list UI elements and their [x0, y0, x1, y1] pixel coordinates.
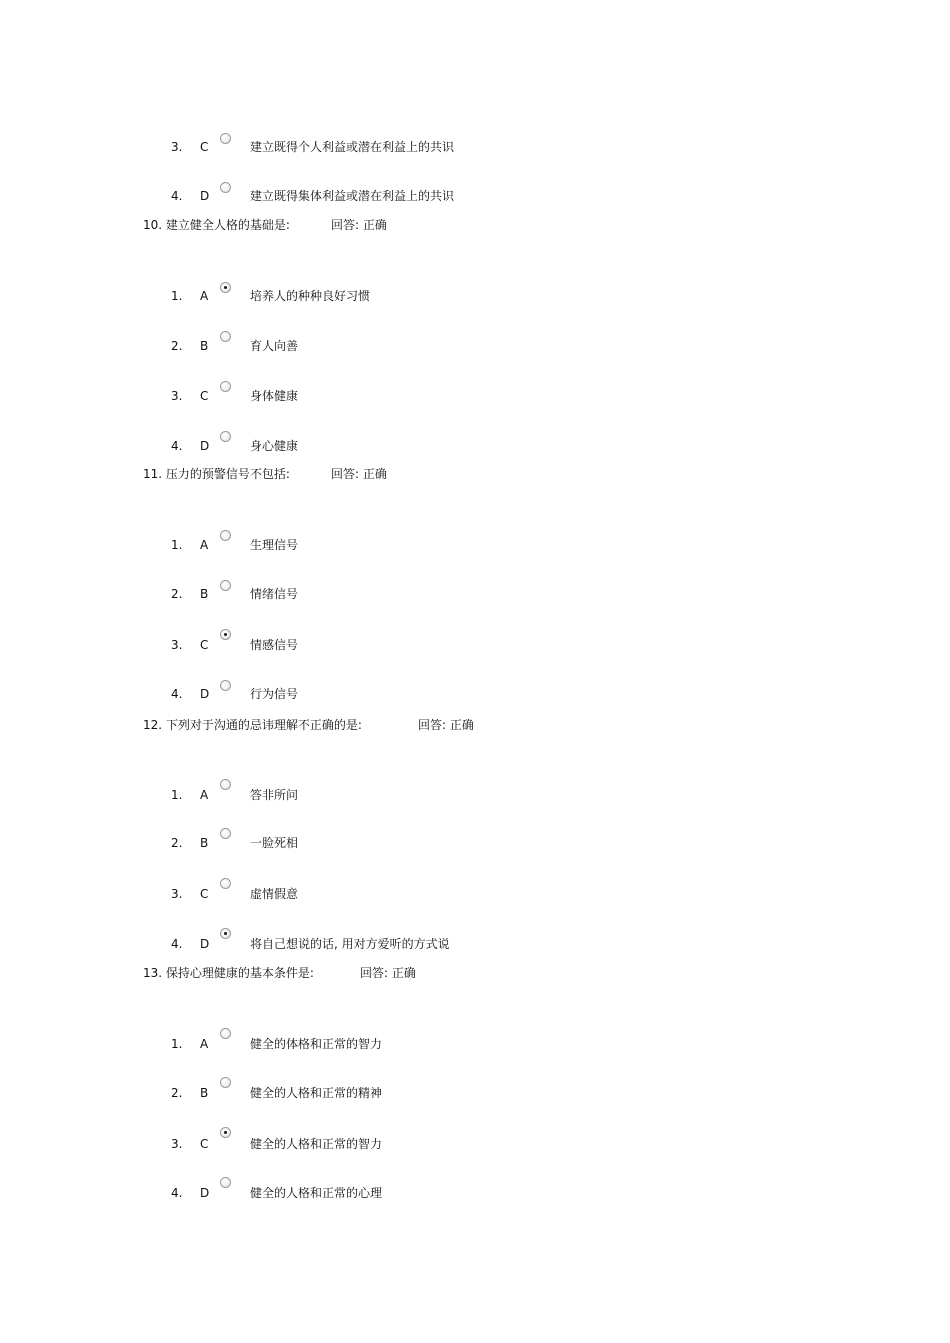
- option-text: 生理信号: [250, 538, 299, 552]
- option-letter: D: [200, 189, 210, 203]
- answer-status: 回答: 正确: [360, 966, 416, 980]
- option-text: 健全的人格和正常的精神: [250, 1086, 383, 1100]
- option-number: 4.: [171, 937, 183, 951]
- option-letter: B: [200, 587, 209, 601]
- answer-status: 回答: 正确: [331, 218, 387, 232]
- radio-button-q10-a[interactable]: [220, 282, 231, 293]
- question-title: 11. 压力的预警信号不包括:: [143, 467, 290, 481]
- option-text: 行为信号: [250, 687, 299, 701]
- question-title: 13. 保持心理健康的基本条件是:: [143, 966, 314, 980]
- radio-button-q13-a[interactable]: [220, 1028, 231, 1039]
- answer-status: 回答: 正确: [331, 467, 387, 481]
- option-text: 建立既得个人利益或潜在利益上的共识: [250, 140, 455, 154]
- option-text: 健全的体格和正常的智力: [250, 1037, 383, 1051]
- question-title: 10. 建立健全人格的基础是:: [143, 218, 290, 232]
- option-letter: A: [200, 788, 209, 802]
- option-number: 3.: [171, 389, 183, 403]
- option-text: 建立既得集体利益或潜在利益上的共识: [250, 189, 455, 203]
- radio-button-q12-a[interactable]: [220, 779, 231, 790]
- radio-button-q9-d[interactable]: [220, 182, 231, 193]
- option-number: 3.: [171, 140, 183, 154]
- option-text: 情感信号: [250, 638, 299, 652]
- option-number: 1.: [171, 788, 183, 802]
- option-text: 情绪信号: [250, 587, 299, 601]
- option-text: 健全的人格和正常的心理: [250, 1186, 383, 1200]
- option-letter: A: [200, 1037, 209, 1051]
- answer-status: 回答: 正确: [418, 718, 474, 732]
- option-letter: C: [200, 638, 209, 652]
- option-number: 2.: [171, 339, 183, 353]
- option-number: 4.: [171, 687, 183, 701]
- radio-button-q11-a[interactable]: [220, 530, 231, 541]
- option-number: 2.: [171, 1086, 183, 1100]
- option-text: 身体健康: [250, 389, 299, 403]
- option-letter: A: [200, 289, 209, 303]
- radio-button-q11-d[interactable]: [220, 680, 231, 691]
- radio-button-q13-c[interactable]: [220, 1127, 231, 1138]
- option-number: 4.: [171, 1186, 183, 1200]
- option-letter: C: [200, 887, 209, 901]
- radio-button-q10-d[interactable]: [220, 431, 231, 442]
- radio-button-q12-b[interactable]: [220, 828, 231, 839]
- option-letter: B: [200, 1086, 209, 1100]
- radio-button-q13-d[interactable]: [220, 1177, 231, 1188]
- radio-button-q10-c[interactable]: [220, 381, 231, 392]
- option-text: 身心健康: [250, 439, 299, 453]
- option-number: 3.: [171, 887, 183, 901]
- option-number: 1.: [171, 538, 183, 552]
- option-number: 4.: [171, 439, 183, 453]
- radio-button-q12-d[interactable]: [220, 928, 231, 939]
- option-letter: C: [200, 140, 209, 154]
- radio-button-q9-c[interactable]: [220, 133, 231, 144]
- option-number: 1.: [171, 1037, 183, 1051]
- option-letter: D: [200, 1186, 210, 1200]
- question-title: 12. 下列对于沟通的忌讳理解不正确的是:: [143, 718, 362, 732]
- option-letter: B: [200, 836, 209, 850]
- option-number: 3.: [171, 638, 183, 652]
- option-text: 一脸死相: [250, 836, 299, 850]
- option-letter: B: [200, 339, 209, 353]
- option-number: 1.: [171, 289, 183, 303]
- radio-button-q11-c[interactable]: [220, 629, 231, 640]
- radio-button-q10-b[interactable]: [220, 331, 231, 342]
- option-text: 育人向善: [250, 339, 299, 353]
- option-letter: A: [200, 538, 209, 552]
- option-letter: D: [200, 439, 210, 453]
- option-text: 将自己想说的话, 用对方爱听的方式说: [250, 937, 450, 951]
- option-text: 虚情假意: [250, 887, 299, 901]
- radio-button-q12-c[interactable]: [220, 878, 231, 889]
- radio-button-q13-b[interactable]: [220, 1077, 231, 1088]
- option-number: 2.: [171, 587, 183, 601]
- option-text: 答非所问: [250, 788, 299, 802]
- option-text: 培养人的种种良好习惯: [250, 289, 371, 303]
- option-letter: C: [200, 389, 209, 403]
- option-text: 健全的人格和正常的智力: [250, 1137, 383, 1151]
- option-number: 2.: [171, 836, 183, 850]
- option-letter: D: [200, 937, 210, 951]
- radio-button-q11-b[interactable]: [220, 580, 231, 591]
- option-number: 4.: [171, 189, 183, 203]
- option-letter: D: [200, 687, 210, 701]
- option-letter: C: [200, 1137, 209, 1151]
- option-number: 3.: [171, 1137, 183, 1151]
